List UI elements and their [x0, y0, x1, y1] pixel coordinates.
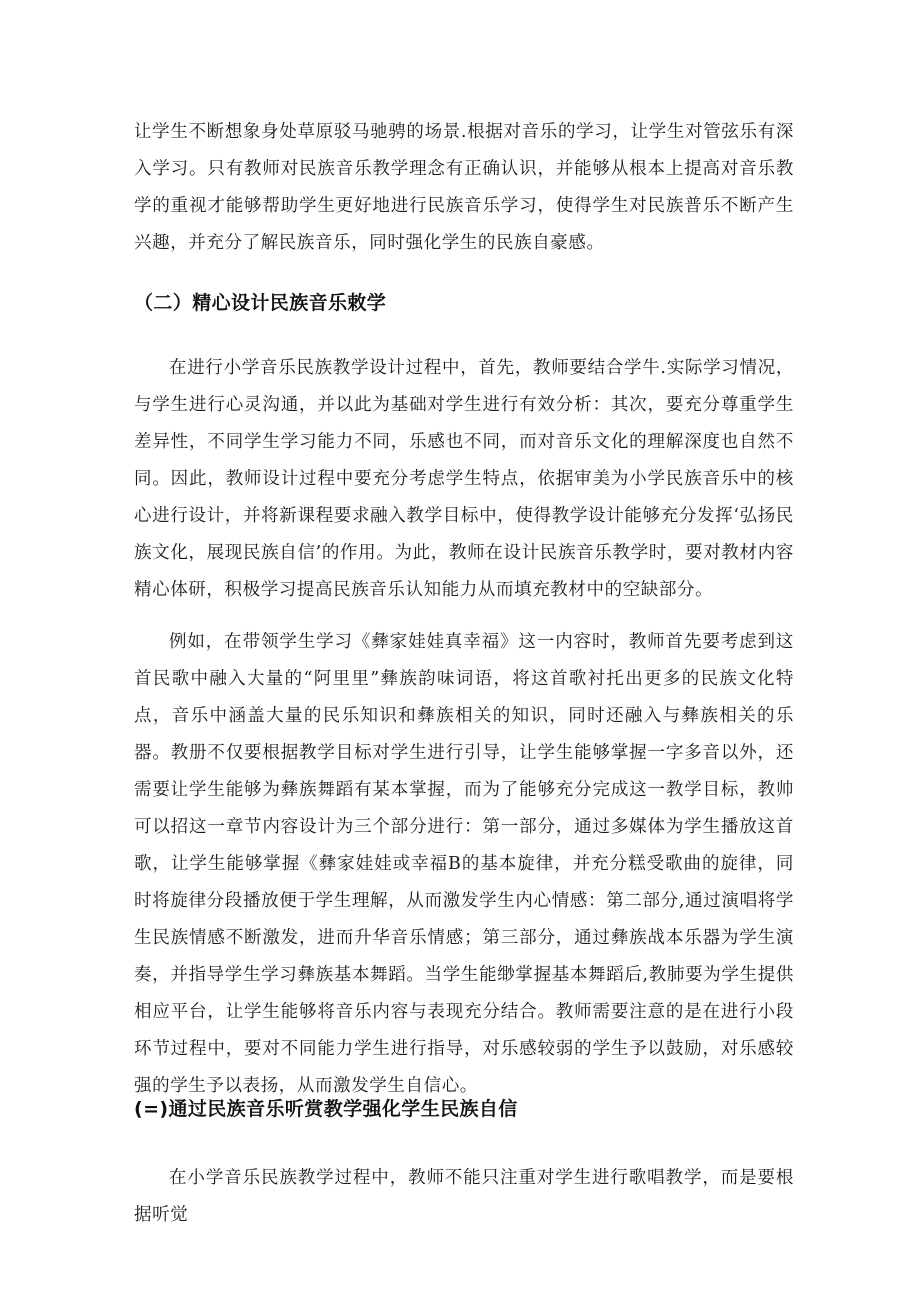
body-paragraph-2: 在进行小学音乐民族教学设计过程中，首先，教师要结合学牛.实际学习情况，与学生进行心灵沟通，并以此为基础对学生进行有效分析：其次，要充分尊重学生差异性，不同学生学习能力不同，乐感也不同，而对音乐文化的理解深度也自然不同。因此，教师设计过程中要充分考虑学生特点，依据审美为小学民族音乐中的核心进行设计，并将新课程要求融入教学目标中，使得教学设计能够充分发挥‘弘扬民族文化，展现民族自信’的作用。为此，教师在设计民族音乐教学时，要对教材内容精心体研，积极学习提高民族音乐认知能力从而填充教材中的空缺部分。 [134, 358, 794, 600]
section-heading-3: (=)通过民族音乐听赏教学强化学生民族自信 [134, 1098, 518, 1120]
body-paragraph-3: 例如，在带领学生学习《彝家娃娃真幸福》这一内容时，教师首先要考虑到这首民歌中融入大量的“阿里里”彝族韵味词语，将这首歌衬托出更多的民族文化特点，音乐中涵盖大量的民乐知识和彝族相关的知识，同时还融入与彝族相关的乐器。教册不仅要根据教学目标对学生进行引导，让学生能够掌握一字多音以外，还需要让学生能够为彝族舞蹈有某本掌握，而为了能够充分完成这一教学目标，教帅可以招这一章节内容设计为三个部分进行：第一部分，通过多媒体为学生播放这首歌，让学生能够掌握《彝家娃娃或幸福B的基本旋律，并充分糕受歌曲的旋律，同时将旋律分段播放便于学生理解，从而激发学生内心情感：第二部分,通过演唱将学生民族情感不断激发，进而升华音乐情感；第三部分，通过彝族战本乐器为学生演奏，并指导学生学习彝族基本舞蹈。当学生能缈掌握基本舞蹈后,教肺要为学生提供相应平台，让学生能够将音乐内容与表现充分结合。教师需要注意的是在进行小段环节过程中，要对不同能力学生进行指导，对乐感较弱的学生予以鼓励，对乐感较强的学生予以表扬，从而激发学生自信心。 [134, 632, 794, 1096]
body-paragraph-1: 让学生不断想象身处草原驳马驰骋的场景.根据对音乐的学习，让学生对管弦乐有深入学习。只有教师对民族音乐教学理念有正确认识，并能够从根本上提高对音乐教学的重视才能够帮助学生更好地进行民族音乐学习，使得学生对民族普乐不断产生兴趣，并充分了解民族音乐，同时强化学生的民族自豪感。 [134, 122, 794, 253]
body-paragraph-4: 在小学音乐民族教学过程中，教师不能只注重对学生进行歌唱教学，而是要根据听觉 [134, 1168, 794, 1225]
section-heading-2: （二）精心设计民族音乐敕学 [134, 292, 387, 314]
